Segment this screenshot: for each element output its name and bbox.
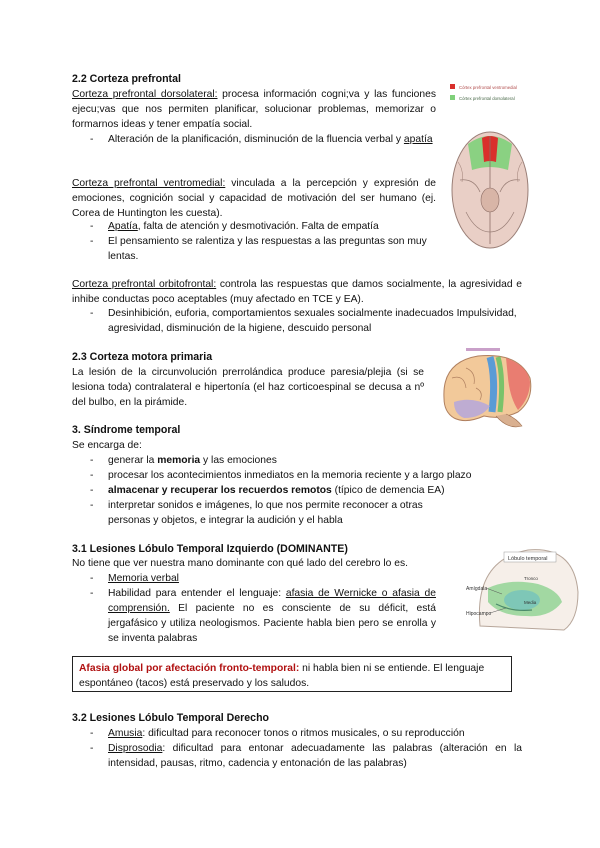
orbitofrontal-paragraph [72, 277, 522, 307]
label-hippocampus: Hipocampo [466, 611, 492, 617]
list-item: - procesar los acontecimientos inmediatos en la memoria reciente y a largo plazo [90, 468, 522, 483]
legend-ventromedial: Córtex prefrontal ventromedial [459, 85, 517, 90]
orbitofrontal-text: controla las respuestas que damos socialmente, la agresividad e inhibe conductas poco aceptables (muy afectado en TCE y EA). [72, 279, 522, 305]
list-item: - El pensamiento se ralentiza y las respuestas a las preguntas son muy lentas. [90, 234, 436, 264]
dorsolateral-text: procesa información cogni;va y las funciones ejecu;vas que nos permiten planificar, solucionar problemas, memorizar o formarnos ideas y tener empatía social. [72, 89, 436, 130]
motor-cortex-figure [436, 348, 536, 438]
list-item: - generar la memoria y las emociones [90, 453, 522, 468]
orbitofrontal-term: Corteza prefrontal orbitofrontal: [72, 279, 217, 290]
section-2-3-title: 2.3 Corteza motora primaria [72, 351, 213, 363]
list-item: - Memoria verbal [90, 571, 436, 586]
temporal-intro: Se encarga de: [72, 440, 142, 451]
global-aphasia-callout [72, 656, 512, 692]
dorsolateral-bullets [90, 132, 436, 147]
list-item: - interpretar sonidos e imágenes, lo que nos permite reconocer a otras personas y objetos, e integrar la audición y el habla [90, 498, 438, 528]
dorsolateral-term: Corteza prefrontal dorsolateral: [72, 89, 218, 100]
list-item: - Habilidad para entender el lenguaje: afasia de Wernicke o afasia de comprensión. El paciente no es consciente de su déficit, está jergafásico y utiliza neologismos. Paciente habla bien pero se enrolla y se inventa palabras [90, 586, 436, 646]
list-item: - Amusia: dificultad para reconocer tonos o ritmos musicales, o su reproducción [90, 726, 522, 741]
prefrontal-figure [446, 82, 532, 252]
list-item: - Apatía, falta de atención y desmotivación. Falta de empatía [90, 219, 436, 234]
callout-lead: Afasia global por afectación fronto-temporal: [79, 663, 300, 674]
list-item: - almacenar y recuperar los recuerdos remotos (típico de demencia EA) [90, 483, 522, 498]
section-3-2-title: 3.2 Lesiones Lóbulo Temporal Derecho [72, 712, 270, 724]
label-media: Media [524, 600, 537, 605]
prefrontal-brain-illustration [446, 82, 532, 252]
right-temporal-bullets [90, 726, 522, 771]
orbitofrontal-bullets [90, 306, 522, 336]
ventromedial-bullets [90, 219, 436, 264]
section-2-2-title: 2.2 Corteza prefrontal [72, 73, 181, 85]
lateral-brain-illustration [436, 348, 536, 438]
callout-text: ni habla bien ni se entiende. El lenguaje espontáneo (tacos) está preservado y los saludos. [79, 663, 485, 689]
ventromedial-paragraph [72, 176, 436, 221]
section-3-title: 3. Síndrome temporal [72, 424, 181, 436]
temporal-lobe-figure [466, 540, 584, 636]
ventromedial-term: Corteza prefrontal ventromedial: [72, 178, 226, 189]
legend-dorsolateral: Córtex prefrontal dorsolateral [459, 96, 515, 101]
label-tronco: Tronco [524, 576, 538, 581]
list-item: - Desinhibición, euforia, comportamientos sexuales socialmente inadecuados Impulsividad, agresividad, disminución de la higiene, descuido personal [90, 306, 522, 336]
label-temporal-lobe: Lóbulo temporal [508, 556, 548, 562]
list-item: - Alteración de la planificación, disminución de la fluencia verbal y apatía [90, 132, 436, 147]
ventromedial-text: vinculada a la percepción y expresión de emociones, cognición social y capacidad de motivación del ser humano (ej. Corea de Huntington les cuesta). [72, 178, 436, 219]
label-amygdala: Amígdala [466, 586, 488, 592]
section-3-1-title: 3.1 Lesiones Lóbulo Temporal Izquierdo (DOMINANTE) [72, 543, 348, 555]
left-temporal-paragraph: No tiene que ver nuestra mano dominante con qué lado del cerebro lo es. [72, 558, 409, 569]
list-item: - Disprosodia: dificultad para entonar adecuadamente las palabras (alteración en la intensidad, pausas, ritmo, cadencia y entonación de las palabras) [90, 741, 522, 771]
motor-cortex-paragraph: La lesión de la circunvolución prerrolándica produce paresia/plejia (si se lesiona toda) contralateral e hipertonía (el haz corticoespinal se decusa a nº del bulbo, en la pirámide. [72, 367, 424, 408]
left-temporal-bullets [90, 571, 436, 646]
dorsolateral-paragraph [72, 87, 436, 132]
temporal-bullets [90, 453, 522, 528]
temporal-lobe-illustration [466, 540, 584, 636]
